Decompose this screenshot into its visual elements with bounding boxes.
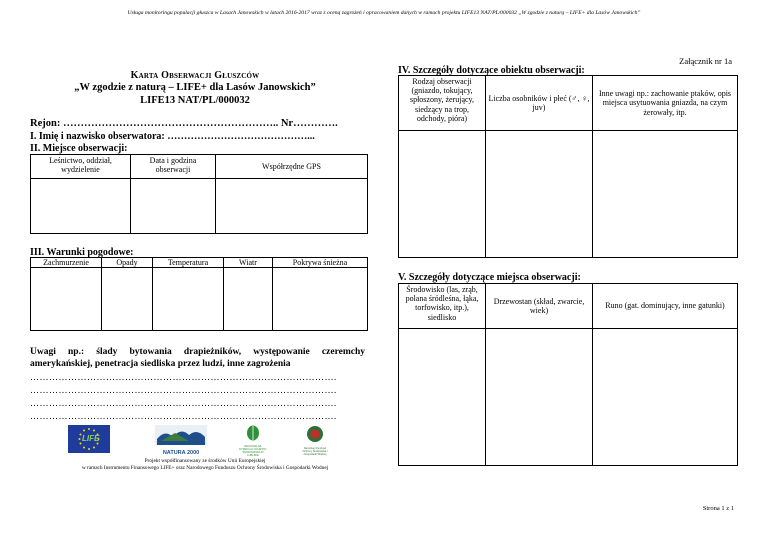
funding-note-detail: w ramach Instrumentu Finansowego LIFE+ oraz Narodowego Funduszu Ochrony Środowiska i Gospodarki Wodnej (81, 465, 329, 471)
section-site-heading: V. Szczegóły dotyczące miejsca obserwacji: (398, 272, 581, 283)
leaf-icon (238, 425, 268, 441)
funding-note: Projekt współfinansowany ze środków Unii Europejskiej (144, 458, 266, 464)
section-location-heading: II. Miejsce obserwacji: (30, 143, 128, 154)
cell-observation-type[interactable] (399, 131, 486, 258)
col-cloud: Zachmurzenie (31, 258, 102, 268)
col-undergrowth: Runo (gat. dominujący, inne gatunki) (593, 284, 738, 329)
natura-2000-logo: NATURA 2000 (155, 425, 207, 453)
cell-environment[interactable] (399, 329, 486, 466)
cell-date-time[interactable] (131, 179, 216, 234)
col-forest-district: Leśnictwo, oddział, wydzielenie (31, 155, 131, 179)
cell-cloud[interactable] (31, 268, 102, 331)
notes-line[interactable]: ……………………………………………………………………………………. (30, 398, 337, 408)
rdos-logo: REGIONALNA DYREKCJA OCHRONY ŚRODOWISKA W LUBLINIE (238, 425, 268, 455)
notes-heading: Uwagi np.: ślady bytowania drapieżników, występowanie czeremchy amerykańskiej, penetracja siedliska przez ludzi, inne zagrożenia (30, 347, 365, 369)
col-environment: Środowisko (las, zrąb, polana śródleśna, łąka, torfowisko, itp.), siedlisko (399, 284, 486, 329)
cell-temp[interactable] (153, 268, 224, 331)
section-object-heading: IV. Szczegóły dotyczące obiektu obserwacji: (398, 65, 585, 76)
natura-birds-icon (155, 425, 207, 445)
weather-table (30, 257, 368, 331)
nfos-emblem-icon (300, 425, 330, 443)
observer-name-field: I. Imię i nazwisko obserwatora: ……………………………………... (30, 131, 315, 142)
section-weather-heading: III. Warunki pogodowe: (30, 247, 134, 258)
col-individuals-sex: Liczba osobników i płeć (♂, ♀, juv) (486, 76, 593, 131)
col-snow: Pokrywa śnieżna (273, 258, 368, 268)
card-title: Karta Obserwacji Głuszców (130, 70, 260, 81)
col-precip: Opady (102, 258, 153, 268)
notes-line[interactable]: ……………………………………………………………………………………. (30, 372, 337, 382)
col-wind: Wiatr (224, 258, 273, 268)
rejon-field: Rejon: …………………………………………………….. Nr…………. (30, 118, 338, 129)
page-number: Strona 1 z 1 (702, 505, 734, 512)
cell-forest-district[interactable] (31, 179, 131, 234)
nfos-logo: Narodowy Fundusz Ochrony Środowiska i Gospodarki Wodnej (300, 425, 330, 457)
notes-line[interactable]: ……………………………………………………………………………………. (30, 385, 337, 395)
document-header: Usługa monitoringu populacji głuszca w Lasach Janowskich w latach 2016-2017 wraz z oceną zagrożeń i opracowaniem danych w ramach projektu LIFE13 NAT/PL/000032 „W zgodzie z naturą – LIFE+ dla Lasów Janowskich” (127, 10, 641, 16)
object-table (398, 75, 738, 258)
col-date-time: Data i godzina obserwacji (131, 155, 216, 179)
col-stand: Drzewostan (skład, zwarcie, wiek) (486, 284, 593, 329)
cell-gps[interactable] (216, 179, 368, 234)
site-table (398, 283, 738, 466)
cell-individuals-sex[interactable] (486, 131, 593, 258)
annex-label: Załącznik nr 1a (679, 56, 732, 66)
col-other-notes: Inne uwagi np.: zachowanie ptaków, opis miejsca usytuowania gniazda, na czym żerowały, itp. (593, 76, 738, 131)
cell-undergrowth[interactable] (593, 329, 738, 466)
col-temp: Temperatura (153, 258, 224, 268)
cell-stand[interactable] (486, 329, 593, 466)
project-title: „W zgodzie z naturą – LIFE+ dla Lasów Janowskich” (74, 82, 316, 93)
eu-life-logo: LIFE (68, 425, 110, 453)
project-code: LIFE13 NAT/PL/000032 (140, 95, 250, 106)
cell-other-notes[interactable] (593, 131, 738, 258)
col-observation-type: Rodzaj obserwacji (gniazdo, tokujący, spłoszony, żerujący, siedzący na trop, odchody, pióra) (399, 76, 486, 131)
cell-wind[interactable] (224, 268, 273, 331)
notes-line[interactable]: ……………………………………………………………………………………. (30, 411, 337, 421)
cell-precip[interactable] (102, 268, 153, 331)
cell-snow[interactable] (273, 268, 368, 331)
col-gps: Współrzędne GPS (216, 155, 368, 179)
location-table (30, 154, 368, 234)
